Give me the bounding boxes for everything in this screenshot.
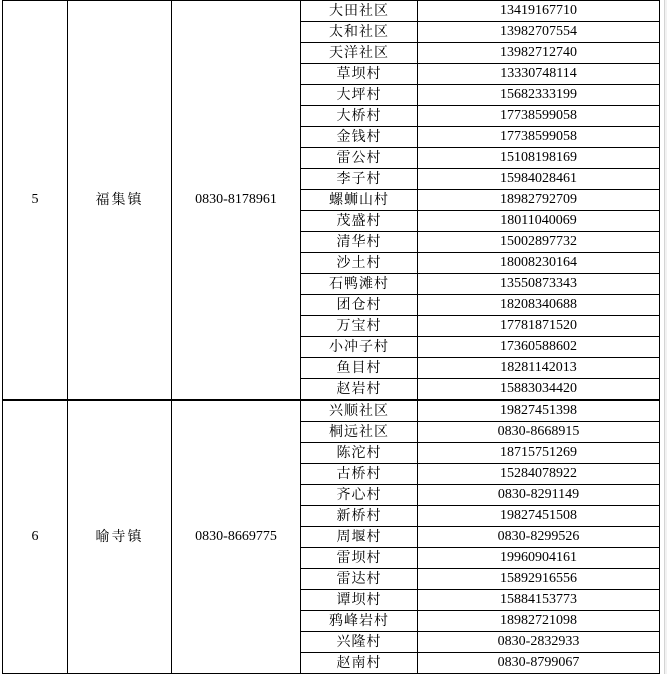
village-name-cell[interactable]: 金钱村 <box>301 127 418 148</box>
village-name-cell[interactable]: 兴隆村 <box>301 632 418 653</box>
village-name-cell[interactable]: 李子村 <box>301 169 418 190</box>
village-phone-cell[interactable]: 15984028461 <box>418 169 660 190</box>
village-phone-cell[interactable]: 15892916556 <box>418 569 660 590</box>
village-name-cell[interactable]: 大桥村 <box>301 106 418 127</box>
village-phone-cell[interactable]: 19960904161 <box>418 548 660 569</box>
village-phone-cell[interactable]: 19827451398 <box>418 400 660 422</box>
town-phone-cell[interactable]: 0830-8669775 <box>172 400 301 674</box>
village-name-cell[interactable]: 周堰村 <box>301 527 418 548</box>
village-phone-cell[interactable]: 13550873343 <box>418 274 660 295</box>
village-name-cell[interactable]: 万宝村 <box>301 316 418 337</box>
village-phone-cell[interactable]: 15002897732 <box>418 232 660 253</box>
village-phone-cell[interactable]: 15284078922 <box>418 464 660 485</box>
village-name-cell[interactable]: 螺蛳山村 <box>301 190 418 211</box>
village-phone-cell[interactable]: 18281142013 <box>418 358 660 379</box>
village-name-cell[interactable]: 雷公村 <box>301 148 418 169</box>
town-name-cell[interactable]: 喻寺镇 <box>68 400 172 674</box>
village-phone-cell[interactable]: 17738599058 <box>418 127 660 148</box>
village-name-cell[interactable]: 大坪村 <box>301 85 418 106</box>
village-name-cell[interactable]: 古桥村 <box>301 464 418 485</box>
town-phone-cell[interactable]: 0830-8178961 <box>172 1 301 401</box>
village-phone-cell[interactable]: 13982712740 <box>418 43 660 64</box>
village-phone-cell[interactable]: 15883034420 <box>418 379 660 401</box>
village-name-cell[interactable]: 桐远社区 <box>301 422 418 443</box>
village-name-cell[interactable]: 石鸭滩村 <box>301 274 418 295</box>
village-name-cell[interactable]: 雷坝村 <box>301 548 418 569</box>
village-phone-cell[interactable]: 17738599058 <box>418 106 660 127</box>
village-phone-cell[interactable]: 18011040069 <box>418 211 660 232</box>
village-phone-cell[interactable]: 15682333199 <box>418 85 660 106</box>
village-name-cell[interactable]: 草坝村 <box>301 64 418 85</box>
contact-table-body <box>3 1 660 674</box>
village-phone-cell[interactable]: 15108198169 <box>418 148 660 169</box>
group-index-cell[interactable]: 6 <box>3 400 68 674</box>
village-phone-cell[interactable]: 18715751269 <box>418 443 660 464</box>
village-name-cell[interactable]: 赵岩村 <box>301 379 418 401</box>
village-phone-cell[interactable]: 0830-8299526 <box>418 527 660 548</box>
village-phone-cell[interactable]: 18982792709 <box>418 190 660 211</box>
table-row <box>3 1 660 22</box>
village-name-cell[interactable]: 谭坝村 <box>301 590 418 611</box>
village-phone-cell[interactable]: 17360588602 <box>418 337 660 358</box>
village-phone-cell[interactable]: 19827451508 <box>418 506 660 527</box>
village-phone-cell[interactable]: 0830-8291149 <box>418 485 660 506</box>
village-phone-cell[interactable]: 18208340688 <box>418 295 660 316</box>
village-name-cell[interactable]: 太和社区 <box>301 22 418 43</box>
village-name-cell[interactable]: 沙土村 <box>301 253 418 274</box>
village-phone-cell[interactable]: 15884153773 <box>418 590 660 611</box>
village-name-cell[interactable]: 新桥村 <box>301 506 418 527</box>
village-name-cell[interactable]: 大田社区 <box>301 1 418 22</box>
contact-table <box>2 0 660 674</box>
village-phone-cell[interactable]: 0830-8799067 <box>418 653 660 674</box>
village-name-cell[interactable]: 赵南村 <box>301 653 418 674</box>
table-row <box>3 400 660 422</box>
town-name-cell[interactable]: 福集镇 <box>68 1 172 401</box>
village-name-cell[interactable]: 茂盛村 <box>301 211 418 232</box>
village-name-cell[interactable]: 小冲子村 <box>301 337 418 358</box>
village-name-cell[interactable]: 天洋社区 <box>301 43 418 64</box>
village-name-cell[interactable]: 清华村 <box>301 232 418 253</box>
village-name-cell[interactable]: 陈沱村 <box>301 443 418 464</box>
village-name-cell[interactable]: 雷达村 <box>301 569 418 590</box>
village-phone-cell[interactable]: 13330748114 <box>418 64 660 85</box>
village-phone-cell[interactable]: 17781871520 <box>418 316 660 337</box>
village-name-cell[interactable]: 鱼目村 <box>301 358 418 379</box>
village-phone-cell[interactable]: 18982721098 <box>418 611 660 632</box>
village-name-cell[interactable]: 团仓村 <box>301 295 418 316</box>
village-phone-cell[interactable]: 0830-2832933 <box>418 632 660 653</box>
village-name-cell[interactable]: 齐心村 <box>301 485 418 506</box>
village-phone-cell[interactable]: 18008230164 <box>418 253 660 274</box>
village-phone-cell[interactable]: 13419167710 <box>418 1 660 22</box>
village-name-cell[interactable]: 兴顺社区 <box>301 400 418 422</box>
village-phone-cell[interactable]: 13982707554 <box>418 22 660 43</box>
village-name-cell[interactable]: 鸦峰岩村 <box>301 611 418 632</box>
village-phone-cell[interactable]: 0830-8668915 <box>418 422 660 443</box>
group-index-cell[interactable]: 5 <box>3 1 68 401</box>
